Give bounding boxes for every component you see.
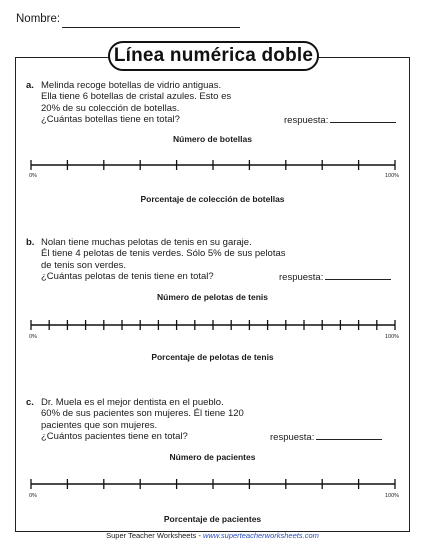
problem-c-pct-end: 100% (385, 493, 400, 499)
name-label: Nombre: (16, 13, 61, 25)
problem-b-letter: b. (26, 237, 35, 248)
problem-c-answer[interactable] (270, 431, 382, 443)
problem-a-line: Melinda recoge botellas de vidrio antiguas. (41, 80, 222, 91)
problem-a-pct-start: 0% (29, 173, 37, 179)
problem-a-line: Ella tiene 6 botellas de cristal azules. Esto es (41, 91, 232, 103)
problem-b-pct-start: 0% (29, 334, 37, 340)
page-title: Línea numérica doble (108, 41, 319, 71)
problem-b-answer[interactable] (279, 271, 391, 283)
answer-blank[interactable] (316, 431, 382, 440)
problem-b-line: Él tiene 4 pelotas de tenis verdes. Sólo 5% de sus pelotas (41, 248, 286, 260)
answer-label: respuesta: (279, 272, 324, 283)
problem-b-top-label: Número de pelotas de tenis (157, 292, 268, 302)
number-line-c (29, 478, 397, 490)
problem-a-pct-end: 100% (385, 173, 400, 179)
problem-c-line: ¿Cuántos pacientes tiene en total? (41, 431, 188, 443)
answer-blank[interactable] (325, 271, 391, 280)
footer (0, 531, 425, 540)
number-line-a-svg (29, 159, 397, 171)
problem-a-letter: a. (26, 80, 34, 91)
problem-b-line: Nolan tiene muchas pelotas de tenis en su garaje. (41, 237, 252, 248)
problem-b-text (41, 237, 286, 283)
answer-label: respuesta: (284, 115, 329, 126)
problem-c-letter: c. (26, 397, 34, 408)
problem-c-line: pacientes que son mujeres. (41, 419, 158, 431)
problem-c-line: Dr. Muela es el mejor dentista en el pueblo. (41, 397, 224, 408)
footer-url[interactable]: www.superteacherworksheets.com (202, 531, 319, 540)
problem-a-top-label: Número de botellas (173, 134, 252, 144)
name-input-line[interactable] (62, 27, 240, 28)
problem-a-line: 20% de su colección de botellas. (41, 102, 180, 114)
problem-c-bottom-label: Porcentaje de pacientes (163, 514, 262, 524)
title-rule-right (317, 57, 410, 58)
number-line-b-svg (29, 319, 397, 331)
title-rule-left (15, 57, 110, 58)
problem-c-top-label: Número de pacientes (169, 452, 256, 462)
answer-label: respuesta: (270, 432, 315, 443)
number-line-c-svg (29, 478, 397, 490)
problem-a-bottom-label: Porcentaje de colección de botellas (140, 194, 285, 204)
problem-c-pct-start: 0% (29, 493, 37, 499)
problem-a-answer[interactable] (284, 114, 396, 126)
number-line-b (29, 319, 397, 331)
number-line-a (29, 159, 397, 171)
problem-b-bottom-label: Porcentaje de pelotas de tenis (151, 352, 274, 362)
problem-a-text (41, 80, 231, 126)
problem-b-line: ¿Cuántas pelotas de tenis tiene en total? (41, 271, 214, 283)
footer-text: Super Teacher Worksheets - (106, 531, 203, 540)
problem-c-text (41, 397, 244, 443)
problem-b-pct-end: 100% (385, 334, 400, 340)
answer-blank[interactable] (330, 114, 396, 123)
problem-a-line: ¿Cuántas botellas tiene en total? (41, 114, 180, 126)
problem-c-line: 60% de sus pacientes son mujeres. Él tiene 120 (41, 408, 244, 420)
problem-b-line: de tenis son verdes. (41, 259, 127, 271)
